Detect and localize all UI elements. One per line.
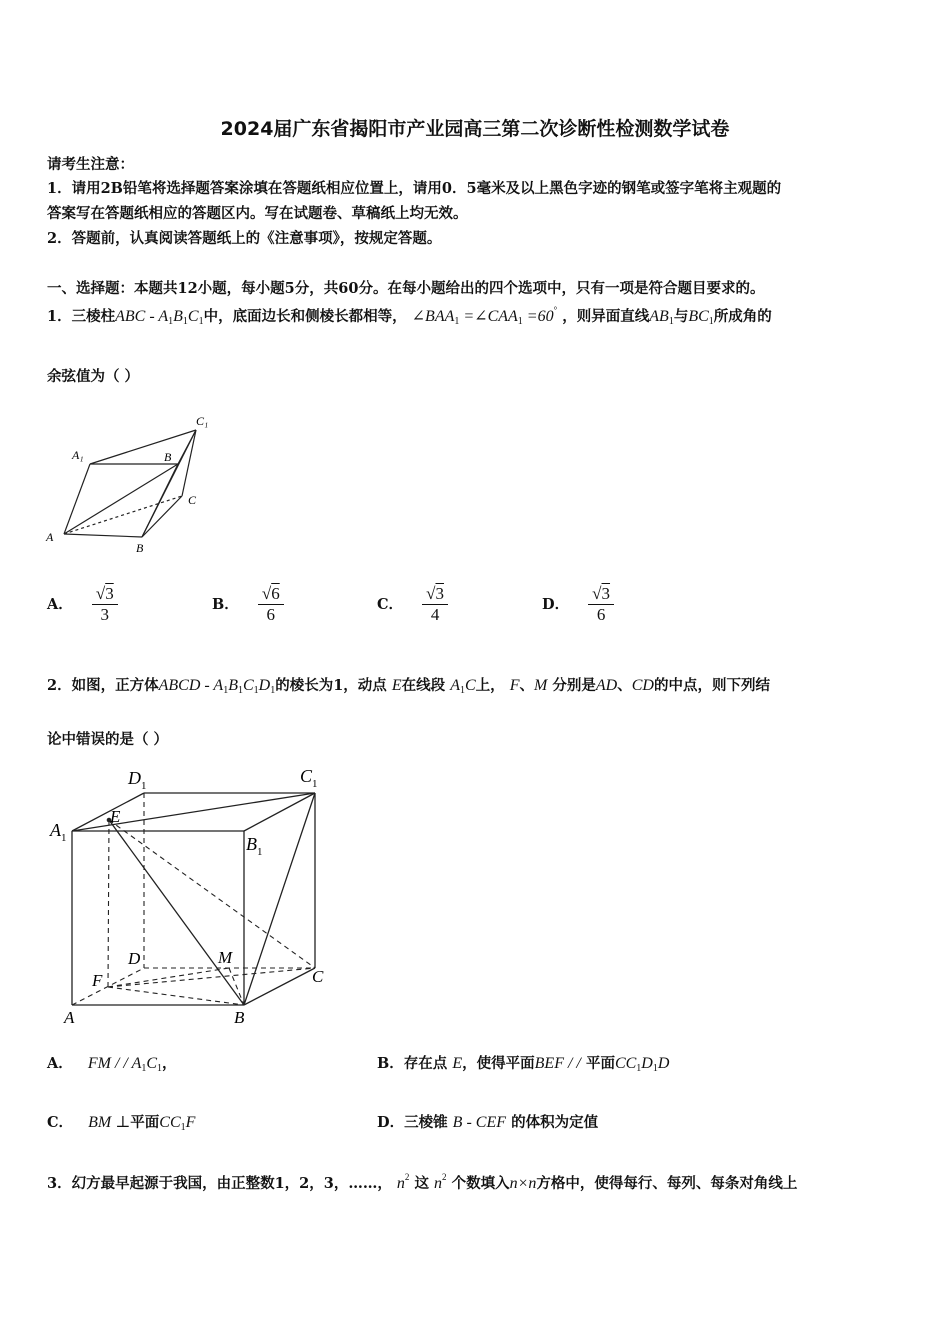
q2-option-c-label: C．	[47, 1114, 74, 1131]
q1-option-a-den: 3	[100, 605, 110, 624]
q1-fig-label-b: B	[136, 541, 144, 555]
q2-option-b-bef: BEF / /	[534, 1055, 581, 1072]
q2-fig-label-d: D	[128, 949, 141, 968]
q1-fig-label-b1: B	[164, 450, 172, 464]
q1-option-d-den: 6	[596, 605, 606, 624]
section-heading: 一、选择题：本题共12小题，每小题5分，共60分。在每小题给出的四个选项中，只有一项是符合题目要求的。	[47, 280, 765, 297]
q2-fig-label-e: E	[110, 807, 121, 826]
q2-option-b-e: E	[452, 1055, 463, 1072]
q1-angle-3: =60	[522, 308, 554, 325]
q1-option-b-label: B．	[212, 596, 239, 613]
q1-number: 1．三棱柱	[47, 308, 116, 325]
q1-option-b-num: 6	[271, 584, 280, 603]
q2-text-4: 、	[519, 677, 534, 694]
q1-option-a-num: 3	[105, 584, 114, 603]
q1-ab: AB	[649, 308, 669, 325]
q1-option-b[interactable]: B． $\frac{√6}{6}$	[212, 584, 284, 625]
q1-fig-label-c: C	[188, 493, 197, 507]
question-3-line1: 3．幻方最早起源于我国，由正整数1，2，3，……， $n^2$ 这 $n^2$ 个数填入n×n方格中，使得每行、每列、每条对角线上	[47, 1172, 798, 1192]
q2-option-c[interactable]: C． BM ⊥平面$CC_1F$	[47, 1114, 196, 1133]
q2-option-b-text: ，使得平面	[462, 1055, 535, 1072]
q1-fig-label-a1: A₁	[72, 448, 84, 462]
q2-fig-label-m: M	[218, 948, 233, 967]
q1-text-4: 所成角的	[713, 308, 772, 325]
q3-text-4: 方格中，使得每行、每列、每条对角线上	[536, 1175, 798, 1192]
q1-option-c-den: 4	[430, 605, 440, 624]
q2-option-c-expr: BM ⊥	[88, 1114, 131, 1131]
q2-option-d[interactable]	[377, 1111, 598, 1132]
question-1-line2: 余弦值为（ ）	[47, 368, 140, 385]
q2-fig-label-f: F	[92, 971, 103, 990]
q2-option-a-label: A．	[47, 1055, 73, 1072]
q2-text-3: 上，	[475, 677, 505, 694]
q2-text-7: 的中点，则下列结	[653, 677, 770, 694]
question-2-line2: 论中错误的是（ ）	[47, 731, 169, 748]
q2-cube: ABCD - A	[158, 677, 224, 694]
q2-fig-label-b1: $B_1$	[246, 834, 263, 858]
q1-option-d-num: 3	[601, 584, 611, 603]
q1-option-c-label: C．	[377, 596, 404, 613]
q1-fig-label-c1: C₁	[196, 414, 209, 428]
q2-ad: AD	[595, 677, 618, 694]
q2-option-c-text: 平面	[130, 1114, 160, 1131]
q1-option-a-label: A．	[47, 596, 73, 613]
q2-option-a-tail: ，	[162, 1055, 177, 1072]
q1-text: 中，底面边长和侧棱长都相等，	[203, 308, 407, 325]
q2-option-a-expr: FM / / A	[87, 1055, 142, 1072]
q2-option-b-plane: CC	[614, 1055, 637, 1072]
q3-text-3: 个数填入	[451, 1175, 510, 1192]
notice-heading: 请考生注意：	[47, 156, 134, 173]
q2-option-c-plane: CC	[159, 1114, 181, 1131]
q2-fig-label-a1: $A_1$	[50, 820, 67, 844]
q1-fig-label-a: A	[46, 530, 54, 544]
q2-text-5: 分别是	[552, 677, 596, 694]
page-title: 2024届广东省揭阳市产业园高三第二次诊断性检测数学试卷	[220, 118, 730, 140]
q3-text-2: 这	[414, 1175, 429, 1192]
notice-line1a: 1．请用2B铅笔将选择题答案涂填在答题纸相应位置上，请用0．5毫米及以上黑色字迹的钢笔或签字笔将主观题的	[47, 180, 782, 197]
notice-line2: 2．答题前，认真阅读答题纸上的《注意事项》，按规定答题。	[47, 230, 442, 247]
q2-text-1: 的棱长为1，动点	[275, 677, 387, 694]
q2-option-a[interactable]: A． FM / / $A_1C_1$，	[47, 1055, 177, 1074]
q1-option-d-label: D．	[542, 596, 570, 613]
q2-option-d-label: D．三棱锥	[377, 1114, 448, 1131]
q1-prism: ABC - A	[115, 308, 169, 325]
q1-option-b-den: 6	[266, 605, 276, 624]
q2-point-e: E	[391, 677, 402, 694]
q2-option-d-expr: B - CEF	[452, 1114, 506, 1131]
q2-fig-label-c: C	[312, 967, 324, 986]
q2-number: 2．如图，正方体	[47, 677, 159, 694]
q1-angle-2: =∠CAA	[459, 308, 518, 325]
question-2-line1: 2．如图，正方体ABCD - $A_1B_1C_1D_1$的棱长为1，动点 E在线段 $A_1C$上， F、M 分别是AD、CD的中点，则下列结	[47, 677, 770, 696]
q2-text-2: 在线段	[401, 677, 446, 694]
q1-option-a[interactable]: A． $\frac{√3}{3}$	[47, 584, 118, 625]
q2-point-f: F	[509, 677, 520, 694]
q1-bc: BC	[688, 308, 709, 325]
q2-point-m: M	[534, 677, 548, 694]
notice-line1b: 答案写在答题纸相应的答题区内。写在试题卷、草稿纸上均无效。	[47, 205, 468, 222]
q2-option-d-text: 的体积为定值	[511, 1114, 599, 1131]
q3-nxn: n×n	[509, 1175, 537, 1192]
q1-prism-figure	[44, 412, 224, 557]
q1-text-2: ，则异面直线	[562, 308, 650, 325]
q2-fig-label-a: A	[64, 1008, 75, 1027]
q2-fig-label-d1: $D_1$	[128, 768, 147, 792]
q1-option-c-num: 3	[435, 584, 444, 603]
q2-fig-label-c1: $C_1$	[300, 766, 318, 790]
q1-angle: ∠BAA	[411, 308, 455, 325]
q3-n-squared-2: n	[434, 1175, 443, 1192]
q3-text: 3．幻方最早起源于我国，由正整数1，2，3，……，	[47, 1175, 392, 1192]
q1-option-c[interactable]: C． $\frac{√3}{4}$	[377, 584, 448, 625]
q2-segment: A	[450, 677, 460, 694]
q2-text-6: 、	[617, 677, 632, 694]
q1-option-d[interactable]: D． $\frac{√3}{6}$	[542, 584, 614, 625]
question-1-line1: 1．三棱柱ABC - $A_1B_1C_1$中，底面边长和侧棱长都相等， $\angle BAA_1$ $=\angle CAA_1 =60^\circ$ ，则异面直线$AB_1$与$BC_1$所成角的	[47, 305, 772, 327]
q2-cube-figure	[48, 760, 348, 1030]
q3-n-squared: n	[396, 1175, 405, 1192]
q2-option-b-text-2: 平面	[585, 1055, 615, 1072]
q2-cd: CD	[631, 677, 654, 694]
q1-text-3: 与	[673, 308, 689, 325]
q2-fig-label-b: B	[234, 1008, 245, 1027]
q2-option-b-label: B．存在点	[377, 1055, 448, 1072]
q2-option-b[interactable]: B．存在点 E，使得平面BEF / / 平面$CC_1D_1D$	[377, 1055, 670, 1074]
